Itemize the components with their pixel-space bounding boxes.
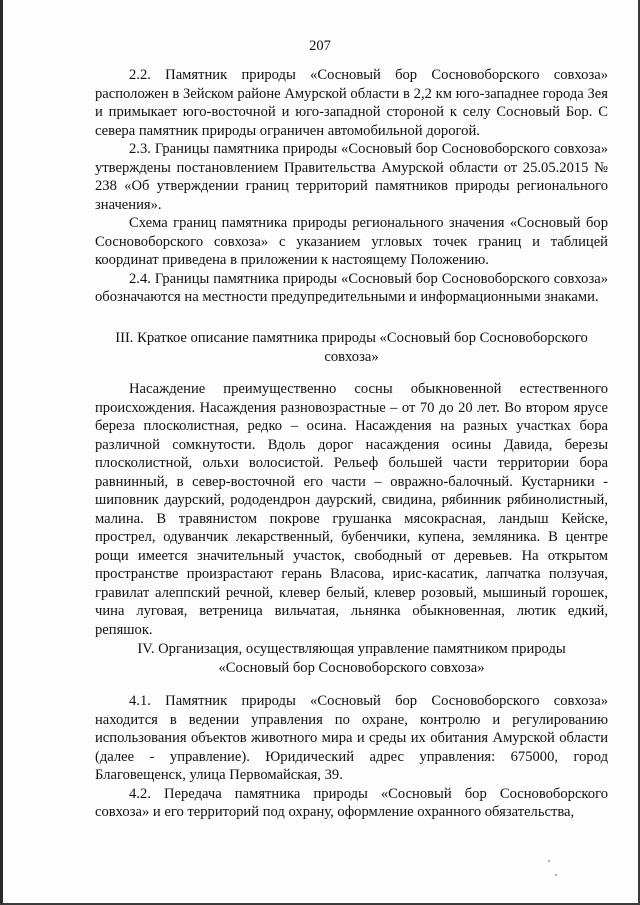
paragraph-2-3: 2.3. Границы памятника природы «Сосновый бор Сосновоборского совхоза» утверждены постановлением Правительства Амурской области от 25.05.2015 № 238 «Об утверждении границ территорий памятников природы регионального значения».: [95, 141, 608, 213]
section-3-body: [95, 380, 608, 639]
section-4-title-line-2: «Сосновый бор Сосновоборского совхоза»: [218, 659, 485, 676]
paragraph-4-2: 4.2. Передача памятника природы «Сосновый бор Сосновоборского совхоза» и его территорий под охрану, оформление охранного обязательства,: [95, 785, 608, 820]
section-4-heading: [95, 640, 608, 677]
paragraph-2-2: 2.2. Памятник природы «Сосновый бор Сосновоборского совхоза» расположен в Зейском районе Амурской области в 2,2 км юго-западнее города Зея и примыкает юго-восточной и юго-западной стороной к селу Сосновый Бор. С севера памятник природы ограничен автомобильной дорогой.: [95, 67, 608, 139]
paragraph-scheme: Схема границ памятника природы регионального значения «Сосновый бор Сосновоборского совхоза» с указанием угловых точек границ и таблицей координат приведена в приложении к настоящему Положению.: [95, 215, 608, 268]
paragraph-4-1: 4.1. Памятник природы «Сосновый бор Сосновоборского совхоза» находится в ведении управления по охране, контролю и регулированию использования объектов животного мира и среды их обитания Амурской области (далее - управление). Юридический адрес управления: 675000, город Благовещенск, улица Первомайская, 39.: [95, 693, 608, 783]
page-number: 207: [309, 38, 331, 54]
section-3-title-line-1: III. Краткое описание памятника природы «Сосновый бор Сосновоборского: [115, 330, 588, 346]
section-3-heading: [95, 329, 608, 366]
section-3-title: [95, 329, 608, 366]
section-4-title: [95, 640, 608, 677]
section-4-title-line-1: IV. Организация, осуществляющая управление памятником природы: [137, 641, 566, 657]
section-4-body: [95, 692, 608, 822]
scan-speck: [548, 860, 550, 862]
paragraph-2-4: 2.4. Границы памятника природы «Сосновый бор Сосновоборского совхоза» обозначаются на местности предупредительными и информационными знаками.: [95, 270, 608, 305]
section-2-body: [95, 66, 608, 307]
section-3-title-line-2: совхоза»: [324, 348, 379, 365]
scan-left-edge: [0, 0, 3, 905]
scan-speck: [555, 874, 557, 876]
paragraph-description: Насаждение преимущественно сосны обыкновенной естественного происхождения. Насаждения разновозрастные – от 70 до 20 лет. Во втором ярусе береза плосколистная, редко – осина. Насаждения на разных участках бора различной сомкнутости. Вдоль дорог насаждения осины Давида, березы плосколистной, ольхи волосистой. Рельеф большей части территории бора равнинный, в север-восточной его части – овражно-балочный. Кустарники - шиповник даурский, рододендрон даурский, свидина, рябинник рябинолистный, малина. В травянистом покрове грушанка мясокрасная, ландыш Кейске, прострел, одуванчик лекарственный, бубенчики, купена, земляника. В центре рощи имеется значительный участок, свободный от деревьев. На открытом пространстве произрастают герань Власова, ирис-касатик, лапчатка ползучая, гравилат алеппский речной, клевер белый, клевер розовый, мышиный горошек, чина луговая, ветреница вильчатая, льнянка обыкновенная, лютик едкий, репяшок.: [95, 381, 608, 638]
